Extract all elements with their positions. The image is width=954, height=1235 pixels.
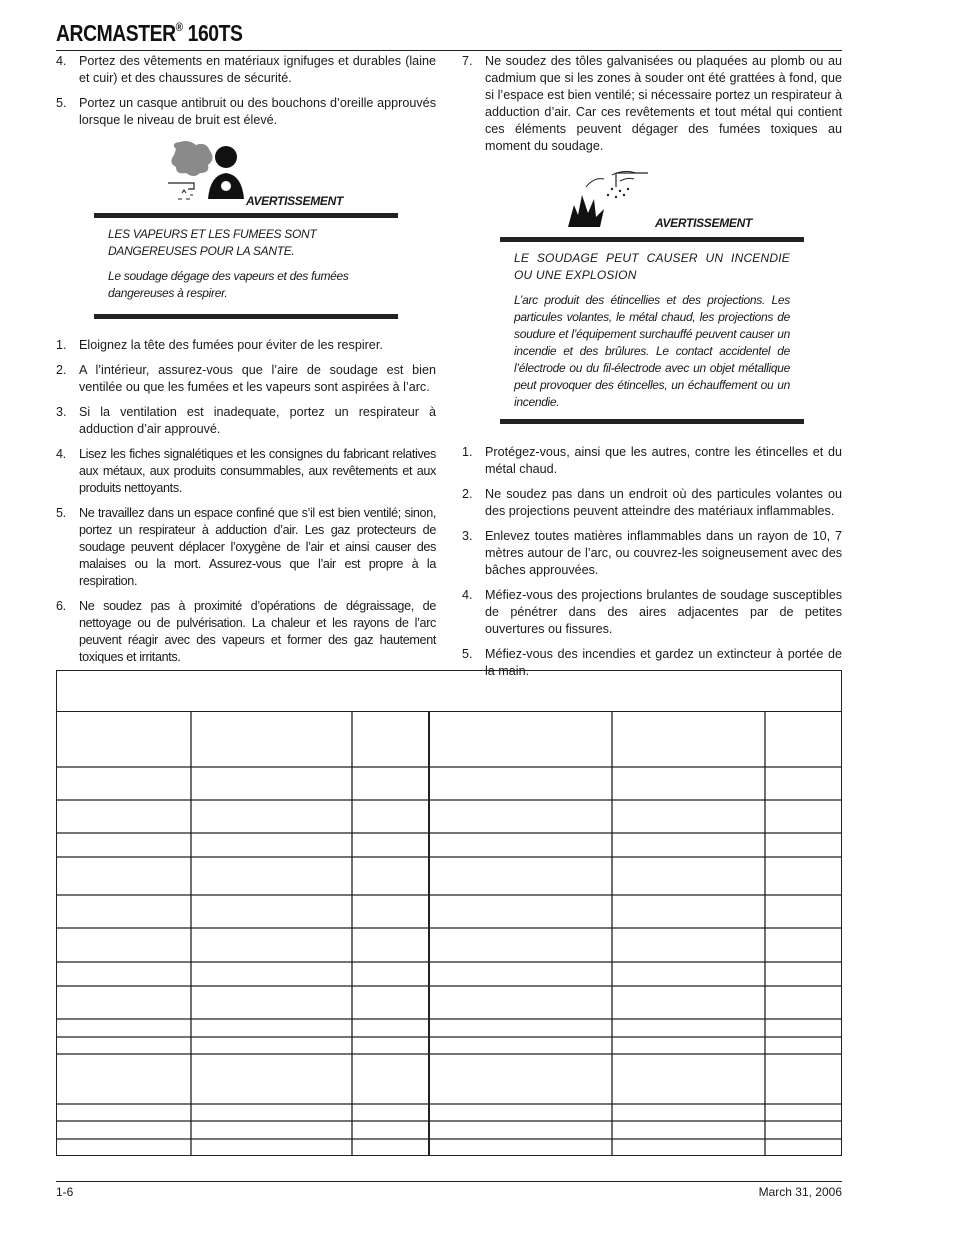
title-rule	[56, 50, 842, 51]
warning-title: LES VAPEURS ET LES FUMEES SONT DANGEREUSES POUR LA SANTE.	[108, 227, 317, 258]
fire-hazard-icon	[564, 165, 654, 231]
page-number: 1-6	[56, 1185, 74, 1199]
list-item: 5. Méfiez-vous des incendies et gardez un extincteur à portée de la main.	[462, 647, 842, 678]
footer-date: March 31, 2006	[758, 1185, 842, 1199]
warning-text: L’arc produit des étincellies et des projections. Les particules volantes, le métal chaud, les projections de soudure et l’équipement surchauffé peuvent causer un incendie et des brûlures. Le contact accidentel de l’électrode ou du fil-électrode avec un objet métallique peut provoquer des étincelles, un échauffement ou un incendie.	[514, 293, 790, 409]
list-item: 2. A l’intérieur, assurez-vous que l’aire de soudage est bien ventilée ou que les fumées et les vapeurs sont aspirées à l’arc.	[56, 363, 436, 394]
list-item: 2. Ne soudez pas dans un endroit où des particules volantes ou des projections peuvent atteindre des matériaux inflammables.	[462, 487, 842, 518]
list-item: 1. Eloignez la tête des fumées pour éviter de les respirer.	[56, 338, 383, 352]
list-item: 5. Ne travaillez dans un espace confiné que s’il est bien ventilé; sinon, portez un respirateur à adduction d’air. Les gaz protecteurs de soudage peuvent déplacer l’oxygène de l’air et ainsi causer des malaises ou la mort. Assurez-vous que l’air est propre à la respiration.	[56, 506, 436, 588]
list-item: 6. Ne soudez pas à proximité d’opérations de dégraissage, de nettoyage ou de pulvérisation. La chaleur et les rayons de l’arc peuvent réagir avec des vapeurs et former des gaz hautement toxiques et irritants.	[56, 599, 436, 664]
fire-warning-box	[500, 237, 804, 424]
fire-warning-icon-block	[462, 163, 842, 237]
list-item: 4. Méfiez-vous des projections brulantes de soudage susceptibles de pénétrer dans des aires adjacentes par de petites ouvertures ou fissures.	[462, 588, 842, 636]
warning-label: AVERTISSEMENT	[655, 216, 753, 230]
fumes-warning-box	[94, 213, 398, 319]
left-column	[56, 53, 436, 674]
page-title: ARCMASTER® 160TS	[56, 20, 243, 46]
list-item: 1. Protégez-vous, ainsi que les autres, contre les étincelles et du métal chaud.	[462, 445, 842, 476]
table-grid	[57, 712, 841, 1156]
empty-table	[56, 670, 842, 1156]
list-item: 4. Portez des vêtements en matériaux ignifuges et durables (laine et cuir) et des chaussures de sécurité.	[56, 54, 436, 85]
fumes-hazard-icon	[166, 141, 246, 207]
list-item: 3. Si la ventilation est inadequate, portez un respirateur à adduction d’air approuvé.	[56, 405, 436, 436]
list-item: 4. Lisez les fiches signalétiques et les consignes du fabricant relatives aux métaux, aux produits consummables, aux revêtements et aux produits nettoyants.	[56, 447, 436, 495]
fumes-warning-icon-block	[56, 137, 436, 213]
right-column	[462, 53, 842, 688]
list-item: 5. Portez un casque antibruit ou des bouchons d’oreille approuvés lorsque le niveau de bruit est élevé.	[56, 96, 436, 127]
table-title-bar	[57, 671, 841, 712]
warning-label: AVERTISSEMENT	[246, 194, 344, 208]
list-item: 7. Ne soudez des tôles galvanisées ou plaquées au plomb ou au cadmium que si les zones à souder ont été grattées à fond, que si l’espace est bien ventilé; si nécessaire portez un respirateur à adduction d’air. Car ces revêtements et tout métal qui contient ces éléments peuvent dégager des fumées toxiques au moment du soudage.	[462, 54, 843, 153]
warning-title: LE SOUDAGE PEUT CAUSER UN INCENDIE OU UNE EXPLOSION	[514, 251, 790, 282]
footer-rule	[56, 1181, 842, 1182]
list-item: 3. Enlevez toutes matières inflammables dans un rayon de 10, 7 mètres autour de l’arc, ou couvrez-les soigneusement avec des bâches approuvées.	[462, 529, 842, 577]
warning-text: Le soudage dégage des vapeurs et des fumées dangereuses à respirer.	[108, 269, 349, 300]
